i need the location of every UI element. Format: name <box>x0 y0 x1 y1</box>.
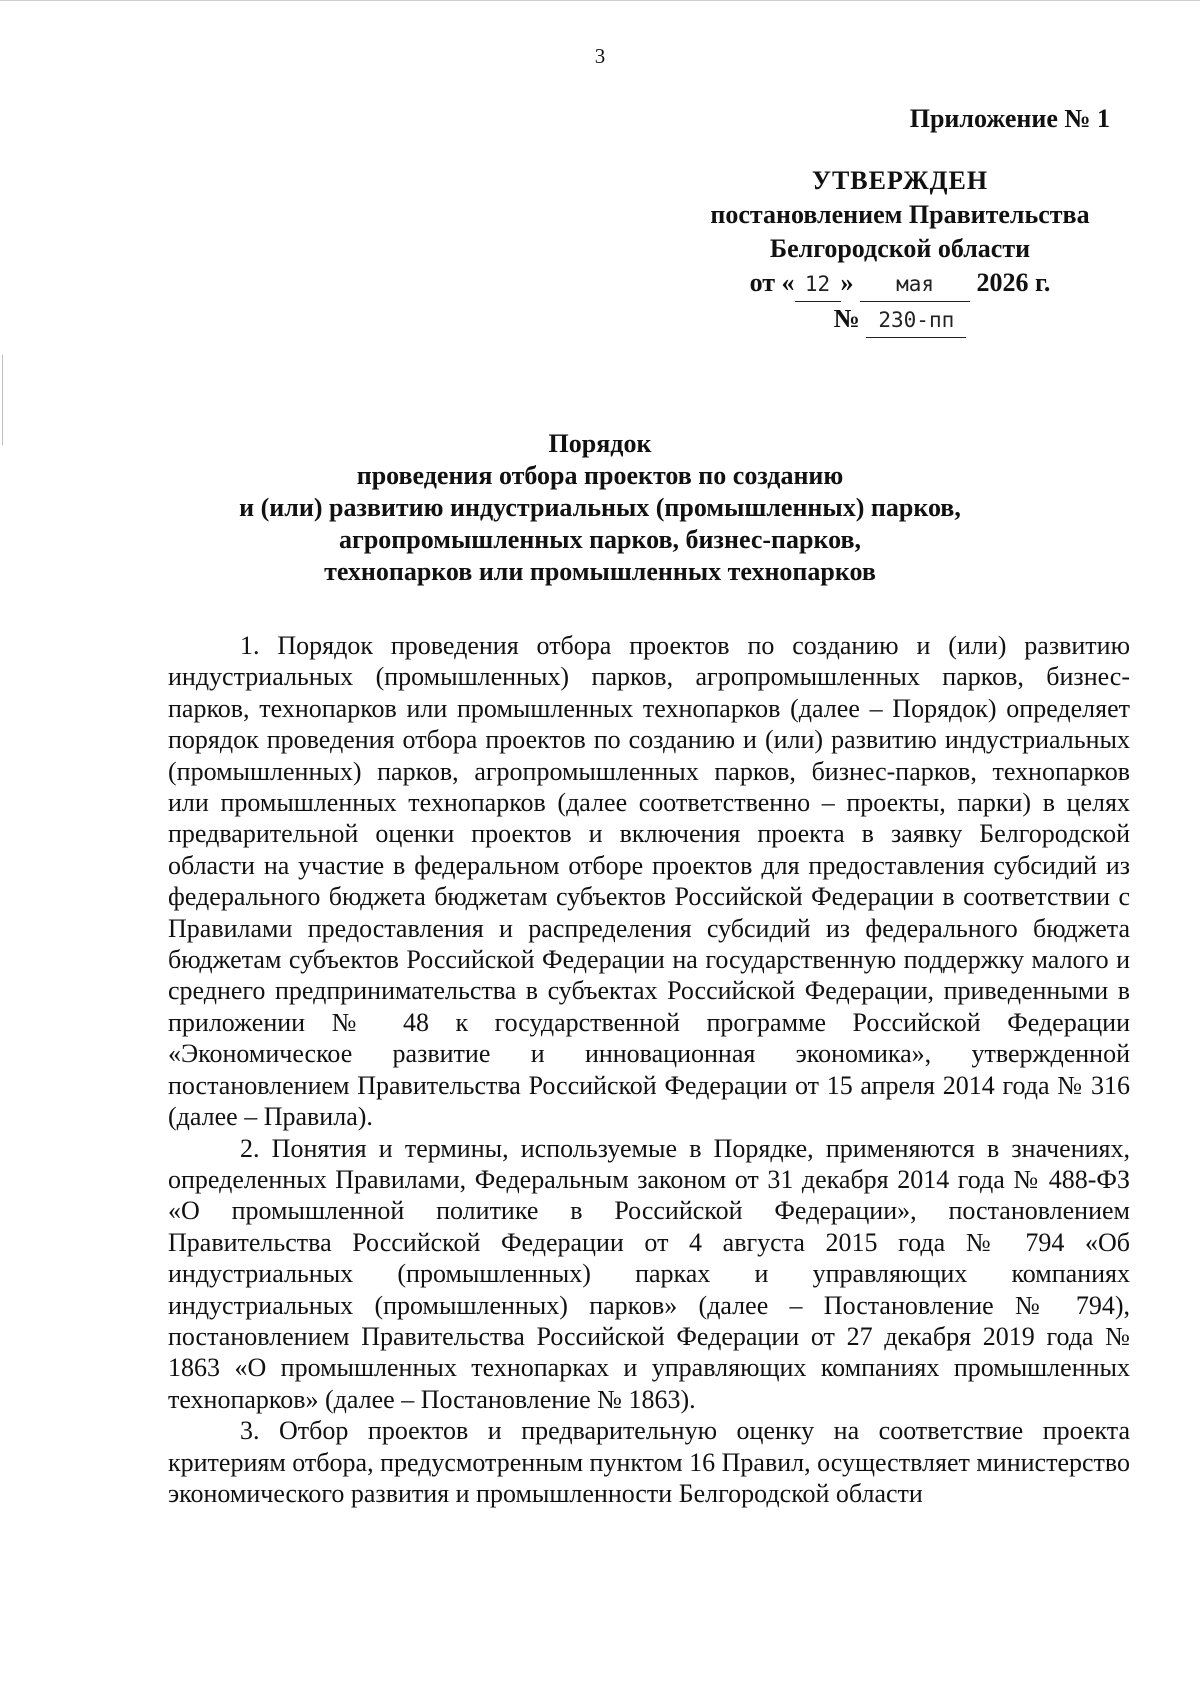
title-line-5: технопарков или промышленных технопарков <box>324 557 876 586</box>
title-line-4: агропромышленных парков, бизнес-парков, <box>339 525 861 554</box>
document-title <box>0 428 1200 588</box>
approval-date <box>690 266 1110 302</box>
title-line-3: и (или) развитию индустриальных (промышленных) парков, <box>239 493 961 522</box>
approved-by-line-1: постановлением Правительства <box>710 200 1090 229</box>
title-line-2: проведения отбора проектов по созданию <box>356 461 844 490</box>
date-month-field: мая <box>860 267 970 302</box>
page-number: 3 <box>594 44 606 68</box>
approved-heading: УТВЕРЖДЕН <box>811 166 989 195</box>
document-body <box>168 630 1130 1509</box>
paragraph-2: 2. Понятия и термины, используемые в Порядке, применяются в значениях, определенных Правилами, Федеральным законом от 31 декабря 2014 года № 488-ФЗ «О промышленной политике в Российской Федерации», постановлением Правительства Российской Федерации от 4 августа 2015 года № 794 «Об индустриальных (промышленных) парках и управляющих компаниях индустриальных (промышленных) парков» (далее – Постановление № 794), постановлением Правительства Российской Федерации от 27 декабря 2019 года № 1863 «О промышленных технопарках и управляющих компаниях промышленных технопарков» (далее – Постановление № 1863). <box>168 1133 1130 1414</box>
approval-number <box>690 302 1110 338</box>
approved-by-line-2: Белгородской области <box>769 234 1031 263</box>
date-day-field: 12 <box>795 267 841 302</box>
approval-block <box>690 102 1110 338</box>
paragraph-1: 1. Порядок проведения отбора проектов по созданию и (или) развитию индустриальных (промышленных) парков, агропромышленных парков, бизнес-парков, технопарков или промышленных технопарков (далее – Порядок) определяет порядок проведения отбора проектов по созданию и (или) развитию индустриальных (промышленных) парков, агропромышленных парков, бизнес-парков, технопарков или промышленных технопарков (далее соответственно – проекты, парки) в целях предварительной оценки проектов и включения проекта в заявку Белгородской области на участие в федеральном отборе проектов для предоставления субсидий из федерального бюджета бюджетам субъектов Российской Федерации в соответствии с Правилами предоставления и распределения субсидий из федерального бюджета бюджетам субъектов Российской Федерации на государственную поддержку малого и среднего предпринимательства в субъектах Российской Федерации, приведенными в приложении № 48 к государственной программе Российской Федерации «Экономическое развитие и инновационная экономика», утвержденной постановлением Правительства Российской Федерации от 15 апреля 2014 года № 316 (далее – Правила). <box>168 631 1130 1132</box>
date-close-quote: » <box>840 268 854 297</box>
date-prefix: от « <box>749 268 795 297</box>
paragraph-3: 3. Отбор проектов и предварительную оценку на соответствие проекта критериям отбора, предусмотренным пунктом 16 Правил, осуществляет министерство экономического развития и промышленности Белгородской области <box>168 1416 1130 1508</box>
number-sign: № <box>833 304 860 333</box>
title-line-1: Порядок <box>548 429 652 458</box>
number-field: 230-пп <box>866 303 966 338</box>
date-year: 2026 г. <box>976 268 1051 297</box>
appendix-title: Приложение № 1 <box>909 104 1110 133</box>
page-top-border <box>0 0 1200 1</box>
